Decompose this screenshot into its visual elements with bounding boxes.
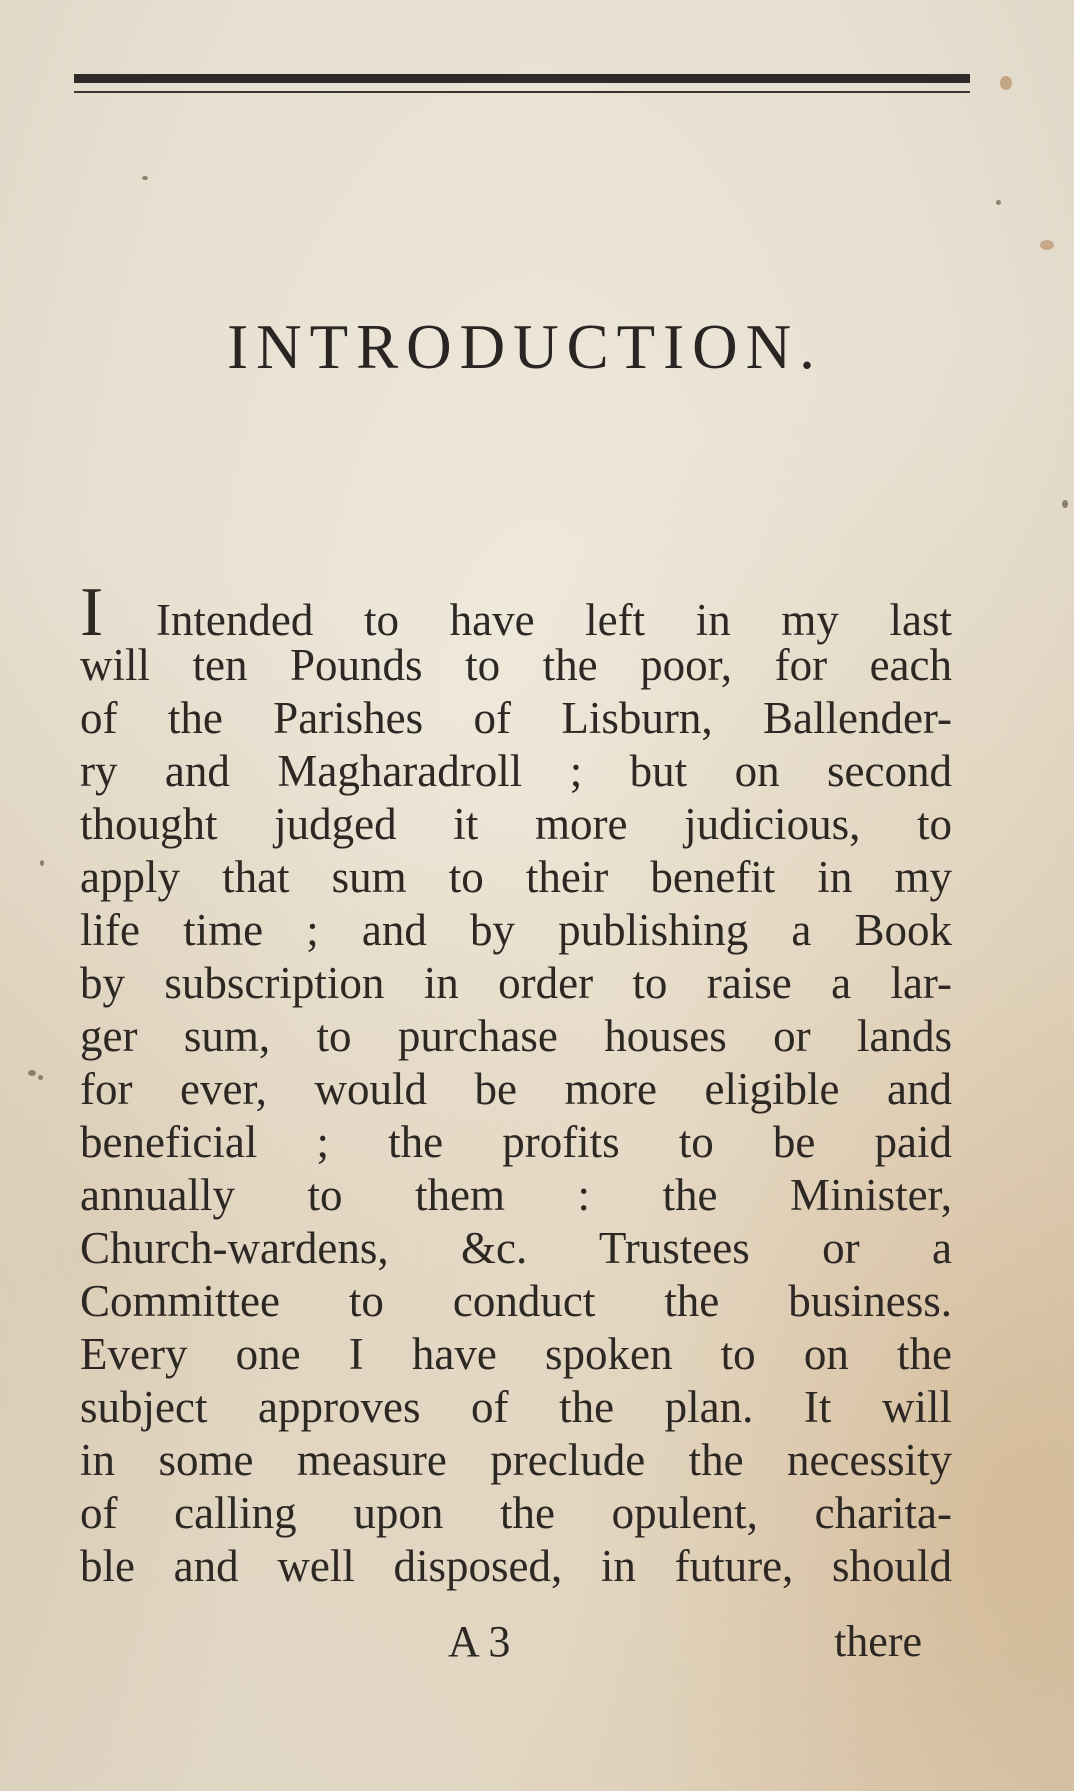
text-line: beneficial ; the profits to be paid xyxy=(80,1117,952,1167)
paper-speck xyxy=(1040,240,1054,250)
catchword: there xyxy=(834,1617,922,1666)
text-line: apply that sum to their benefit in my xyxy=(80,852,952,902)
top-thick-rule xyxy=(74,74,970,83)
text-line: thought judged it more judicious, to xyxy=(80,799,952,849)
drop-cap: I xyxy=(80,574,104,651)
text-line: ble and well disposed, in future, should xyxy=(80,1541,952,1591)
paper-speck xyxy=(996,200,1001,205)
text-line: ger sum, to purchase houses or lands xyxy=(80,1011,952,1061)
text-line: will ten Pounds to the poor, for each xyxy=(80,640,952,690)
text-line: ry and Magharadroll ; but on second xyxy=(80,746,952,796)
paper-speck xyxy=(40,860,44,866)
text-line: life time ; and by publishing a Book xyxy=(80,905,952,955)
text-line: subject approves of the plan. It will xyxy=(80,1382,952,1432)
text-line: Every one I have spoken to on the xyxy=(80,1329,952,1379)
text-line: I Intended to have left in my last xyxy=(80,574,953,651)
page-title: INTRODUCTION. xyxy=(227,312,823,382)
text-line: for ever, would be more eligible and xyxy=(80,1064,952,1114)
paper-speck xyxy=(1000,76,1012,90)
text-line: of the Parishes of Lisburn, Ballender- xyxy=(80,693,952,743)
body-text xyxy=(80,574,953,1593)
text-line: in some measure preclude the necessity xyxy=(80,1435,952,1485)
text-line: of calling upon the opulent, charita- xyxy=(80,1488,952,1538)
top-thin-rule xyxy=(74,91,970,93)
paper-speck xyxy=(28,1070,36,1076)
text-line: Church-wardens, &c. Trustees or a xyxy=(80,1223,952,1273)
text-line: Committee to conduct the business. xyxy=(80,1276,952,1326)
paper-speck xyxy=(38,1075,43,1080)
text-line: by subscription in order to raise a lar- xyxy=(80,958,952,1008)
paper-speck xyxy=(142,176,148,180)
page-footer xyxy=(80,1615,952,1668)
paper-speck xyxy=(1062,500,1068,508)
text-line: annually to them : the Minister, xyxy=(80,1170,952,1220)
signature-mark: A 3 xyxy=(448,1617,511,1666)
